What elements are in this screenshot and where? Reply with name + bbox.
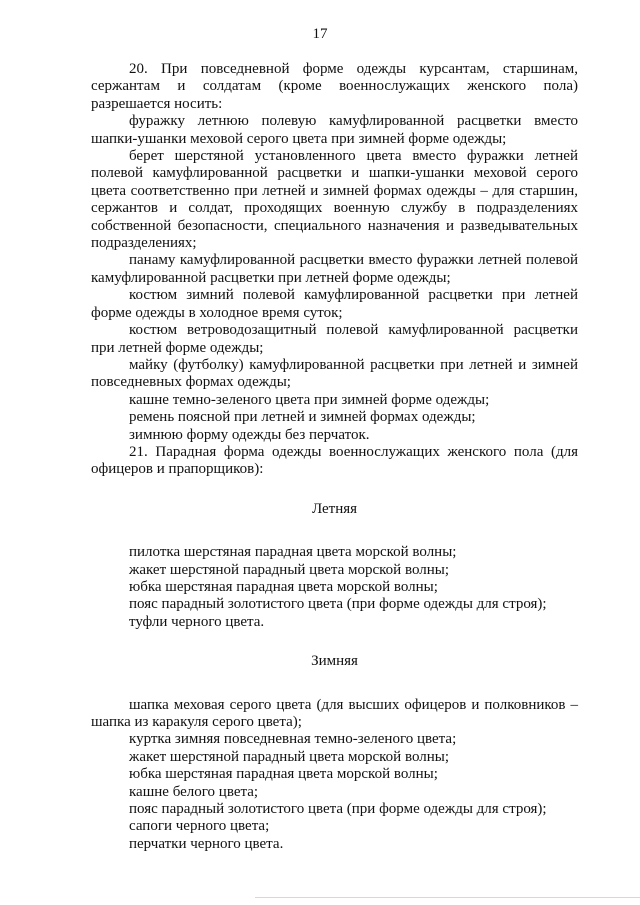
winter-item: перчатки черного цвета. bbox=[129, 835, 284, 852]
item-20-line: панаму камуфлированной расцветки вместо фуражки летней полевой камуфлированной расцветки при летней форме одежды; bbox=[91, 252, 578, 286]
winter-item: шапка меховая серого цвета (для высших офицеров и полковников – шапка из каракуля серого цвета); bbox=[91, 696, 578, 730]
winter-item: куртка зимняя повседневная темно-зеленого цвета; bbox=[129, 731, 457, 748]
item-20-line: зимнюю форму одежды без перчаток. bbox=[129, 426, 370, 443]
item-20-line: кашне темно-зеленого цвета при зимней форме одежды; bbox=[129, 391, 490, 408]
winter-item: жакет шерстяной парадный цвета морской волны; bbox=[129, 748, 450, 765]
summer-item: юбка шерстяная парадная цвета морской волны; bbox=[129, 578, 438, 595]
winter-item: кашне белого цвета; bbox=[129, 783, 259, 800]
summer-item: пилотка шерстяная парадная цвета морской волны; bbox=[129, 544, 457, 561]
item-21-intro: 21. Парадная форма одежды военнослужащих женского пола (для офицеров и прапорщиков): bbox=[91, 443, 578, 478]
page-number: 17 bbox=[312, 26, 328, 42]
winter-item: сапоги черного цвета; bbox=[129, 818, 270, 835]
winter-heading: Зимняя bbox=[311, 653, 358, 670]
item-20-line: костюм зимний полевой камуфлированной расцветки при летней форме одежды в холодное время суток; bbox=[91, 287, 578, 321]
item-20-line: майку (футболку) камуфлированной расцветки при летней и зимней повседневных формах одежды; bbox=[91, 356, 578, 391]
item-20-line: ремень поясной при летней и зимней формах одежды; bbox=[129, 409, 476, 426]
item-20-line: берет шерстяной установленного цвета вместо фуражки летней полевой камуфлированной расцветки и шапки-ушанки меховой серого цвета соответственно при летней и зимней формах одежды – для старшин, сержантов и солдат, проходящих военную службу в подразделениях собственной безопасности, специального назначения и разведывательных подразделениях; bbox=[91, 148, 578, 252]
summer-item: туфли черного цвета. bbox=[129, 613, 265, 630]
summer-item: пояс парадный золотистого цвета (при форме одежды для строя); bbox=[129, 596, 547, 613]
summer-heading: Летняя bbox=[311, 500, 358, 517]
winter-item: пояс парадный золотистого цвета (при форме одежды для строя); bbox=[129, 801, 547, 818]
winter-item: юбка шерстяная парадная цвета морской волны; bbox=[129, 766, 438, 783]
item-20-line: фуражку летнюю полевую камуфлированной расцветки вместо шапки-ушанки меховой серого цвета при зимней форме одежды; bbox=[91, 113, 578, 147]
item-20-intro: 20. При повседневной форме одежды курсантам, старшинам, сержантам и солдатам (кроме военнослужащих женского пола) разрешается носить: bbox=[91, 61, 578, 112]
scan-edge-line bbox=[255, 897, 640, 898]
item-20-line: костюм ветроводозащитный полевой камуфлированной расцветки при летней форме одежды; bbox=[91, 322, 578, 356]
summer-item: жакет шерстяной парадный цвета морской волны; bbox=[129, 561, 450, 578]
document-body bbox=[91, 61, 578, 853]
